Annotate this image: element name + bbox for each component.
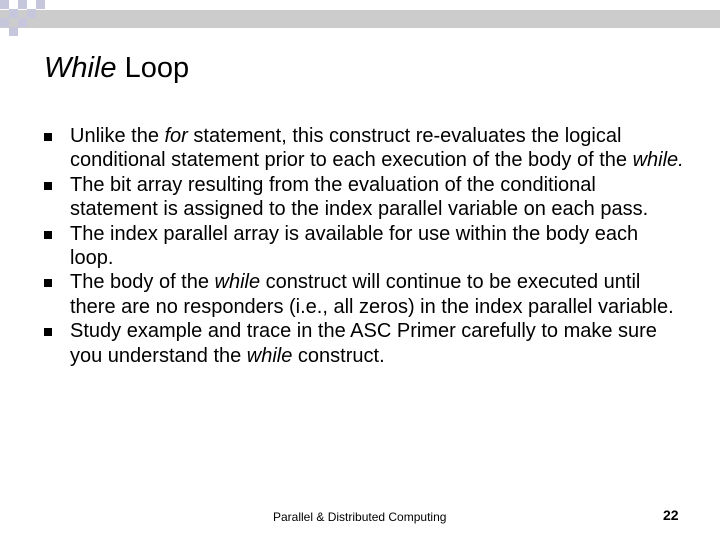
bullet-text [70,223,638,269]
bullet-segment: The bit array resulting from the evaluation of the conditional statement is assigned to the index parallel variable on each pass. [70,173,649,221]
bullet-item [44,124,684,173]
bullet-segment: The body of the [70,271,215,294]
slide-title [44,50,189,86]
square-bullet-icon [44,133,52,141]
slide-title-rest: Loop [116,52,190,84]
bullet-list [44,124,684,368]
square-bullet-icon [44,328,52,336]
square-bullet-icon [44,279,52,287]
bullet-text [70,174,648,220]
slide-title-italic: While [44,52,117,84]
bullet-segment: while [214,271,261,294]
square-bullet-icon [44,231,52,239]
bullet-item [44,173,684,222]
bullet-segment: The index parallel array is available for use within the body each loop. [70,222,639,270]
page-number: 22 [663,507,679,523]
bullet-segment: while. [632,149,684,172]
bullet-item [44,319,684,368]
bullet-segment: construct will continue to be executed until there are no responders (i.e., all zeros) in the index parallel variable. [70,271,674,318]
bullet-segment: Study example and trace in the ASC Primer carefully to make sure you understand the [70,320,657,367]
square-bullet-icon [44,182,52,190]
bullet-segment: statement, this construct re-evaluates the logical conditional statement prior to each execution of the body of the [70,125,633,172]
bullet-segment: construct. [292,344,385,367]
bullet-text [70,320,657,366]
bullet-text [70,125,684,171]
bullet-segment: while [246,344,293,367]
bullet-segment: for [164,125,188,147]
footer-text: Parallel & Distributed Computing [273,510,447,524]
checker-corner-decoration [0,0,720,40]
bullet-item [44,222,684,271]
bullet-segment: Unlike the [70,125,165,147]
bullet-text [70,271,674,317]
bullet-item [44,270,684,319]
